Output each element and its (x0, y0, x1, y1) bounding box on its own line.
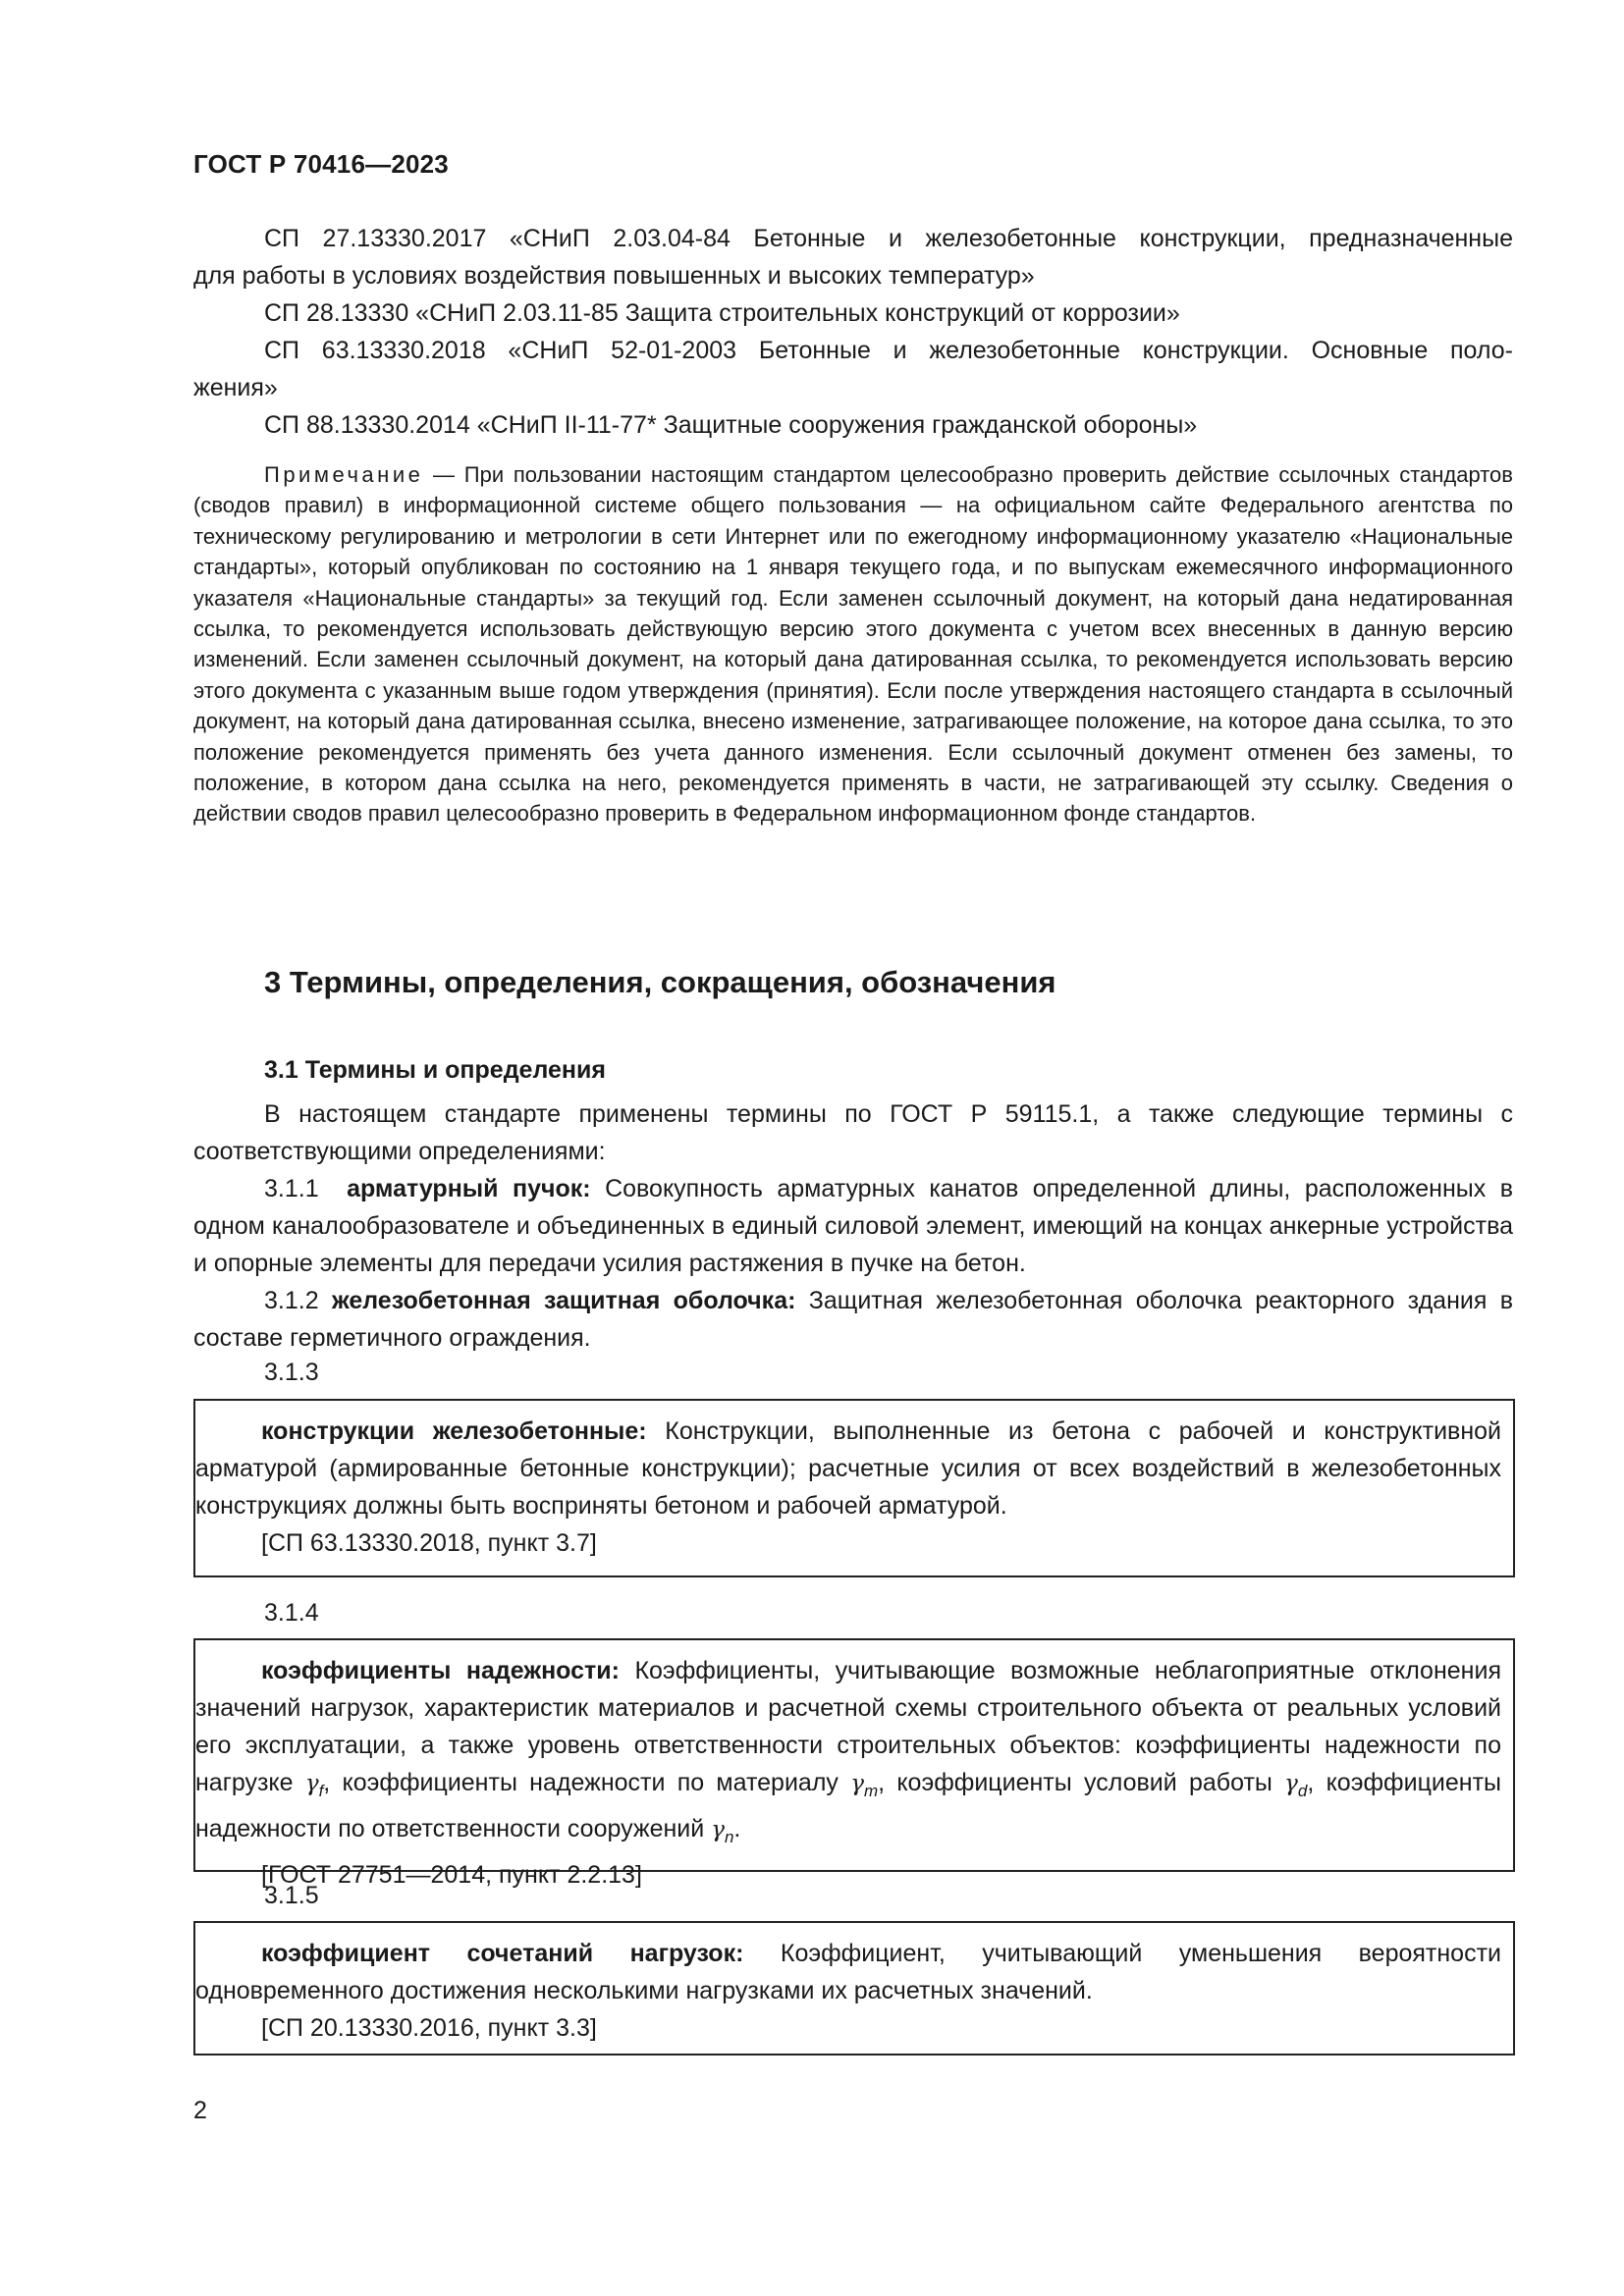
term-definition: Коэффициенты, учитывающие возможные неблагоприятные отклонения значений нагрузок, характеристик материалов и расчетной схемы строительного объекта от реальных условий его эксплуатации, а также уровень ответственности строительных объектов: коэффициенты надежности по нагрузке (195, 1657, 1501, 1796)
reference-item-cont: жения» (193, 374, 278, 401)
note-text: При пользовании настоящим стандартом целесообразно проверить действие ссылочных стандартов (сводов правил) в информационной системе общего пользования — на официальном сайте Федерального агентства по техническому регулированию и метрологии в сети Интернет или по ежегодному информационному указателю «Национальные стандарты», который опубликован по состоянию на 1 января текущего года, и по выпускам ежемесячного информационного указателя «Национальные стандарты» за текущий год. Если заменен ссылочный документ, на который дана недатированная ссылка, то рекомендуется использовать действующую версию этого документа с учетом всех внесенных в данную версию изменений. Если заменен ссылочный документ, на который дана датированная ссылка, то рекомендуется использовать версию этого документа с указанным выше годом утверждения (принятия). Если после утверждения настоящего стандарта в ссылочный документ, на который дана датированная ссылка, внесено изменение, затрагивающее положение, на которое дана ссылка, то это положение рекомендуется применять без учета данного изменения. Если ссылочный документ отменен без замены, то положение, в котором дана ссылка на него, рекомендуется применять в части, не затрагивающей эту ссылку. Сведения о действии сводов правил целесообразно проверить в Федеральном информационном фонде стандартов. (193, 462, 1513, 827)
term-3-1-5 (195, 1935, 1501, 2009)
term-number: 3.1.1 (264, 1175, 334, 1202)
term-number: 3.1.2 (264, 1287, 332, 1314)
subscript: m (863, 1782, 879, 1800)
term-3-1-4 (195, 1652, 1501, 1856)
references-list (193, 220, 1513, 444)
note-dash: — (423, 462, 464, 487)
term-name: коэффициенты надежности: (261, 1657, 620, 1684)
term-definition: Коэффициент, учитывающий уменьшения вероятности одновременного достижения несколькими нагрузками их расчетных значений. (195, 1940, 1501, 2004)
reference-item: СП 28.13330 «СНиП 2.03.11-85 Защита строительных конструкций от коррозии» (264, 299, 1180, 327)
subscript: d (1297, 1782, 1308, 1800)
term-number: 3.1.3 (264, 1359, 319, 1386)
term-definition: , коэффициенты условий работы (878, 1769, 1285, 1796)
term-name: конструкции железобетонные: (261, 1417, 647, 1445)
intro-paragraph: В настоящем стандарте применены термины по ГОСТ Р 59115.1, а также следующие термины с соответствующими определениями: (193, 1100, 1513, 1165)
term-3-1-1 (193, 1170, 1513, 1282)
term-number: 3.1.4 (264, 1599, 319, 1627)
gamma-symbol: γ (711, 1817, 725, 1842)
term-box-3-1-4 (193, 1638, 1515, 1889)
term-name: коэффициент сочетаний нагрузок: (261, 1940, 744, 1967)
term-name: железобетонная защитная оболочка: (331, 1287, 796, 1314)
page-number: 2 (193, 2097, 207, 2124)
reference-item-cont: для работы в условиях воздействия повышенных и высоких температур» (193, 262, 1035, 290)
reference-item: СП 88.13330.2014 «СНиП II-11-77* Защитные сооружения гражданской обороны» (264, 411, 1198, 439)
term-definition: Конструкции, выполненные из бетона с рабочей и конструктивной арматурой (армированные бетонные конструкции); расчетные усилия от всех воздействий в железобетонных конструкциях должны быть восприняты бетоном и рабочей арматурой. (195, 1417, 1502, 1520)
term-3-1-2 (193, 1282, 1513, 1357)
reference-item: СП 27.13330.2017 «СНиП 2.03.04-84 Бетонные и железобетонные конструкции, предназначенные (264, 225, 1513, 252)
term-name: арматурный пучок: (347, 1175, 591, 1202)
term-definition: . (733, 1815, 741, 1842)
term-3-1-3 (195, 1413, 1501, 1524)
note-block (193, 459, 1513, 829)
term-source: [СП 20.13330.2016, пункт 3.3] (261, 2014, 597, 2042)
term-box-3-1-3 (193, 1399, 1515, 1577)
term-source: [СП 63.13330.2018, пункт 3.7] (261, 1529, 597, 1557)
subsection-heading: 3.1 Термины и определения (264, 1056, 606, 1084)
term-source: [ГОСТ 27751—2014, пункт 2.2.13] (261, 1861, 642, 1889)
document-header: ГОСТ Р 70416—2023 (193, 149, 449, 179)
gamma-symbol: γ (1284, 1771, 1298, 1796)
terms-intro (193, 1095, 1513, 1357)
term-definition: , коэффициенты надежности по ответственности сооружений (195, 1769, 1501, 1842)
gamma-symbol: γ (850, 1771, 864, 1796)
subscript: f (318, 1782, 324, 1800)
term-box-3-1-5 (193, 1921, 1515, 2056)
subscript: n (724, 1828, 734, 1846)
term-number: 3.1.5 (264, 1882, 319, 1909)
term-definition: Защитная железобетонная оболочка реакторного здания в составе герметичного ограждения. (193, 1287, 1513, 1352)
term-definition: Совокупность арматурных канатов определенной длины, расположенных в одном каналообразователе и объединенных в единый силовой элемент, имеющий на концах анкерные устройства и опорные элементы для передачи усилия растяжения в пучке на бетон. (193, 1175, 1513, 1277)
term-definition: , коэффициенты надежности по материалу (323, 1769, 851, 1796)
section-heading: 3 Термины, определения, сокращения, обозначения (264, 965, 1056, 999)
reference-item: СП 63.13330.2018 «СНиП 52-01-2003 Бетонные и железобетонные конструкции. Основные поло- (264, 337, 1513, 364)
gamma-symbol: γ (304, 1771, 319, 1796)
note-label: Примечание (264, 462, 424, 487)
